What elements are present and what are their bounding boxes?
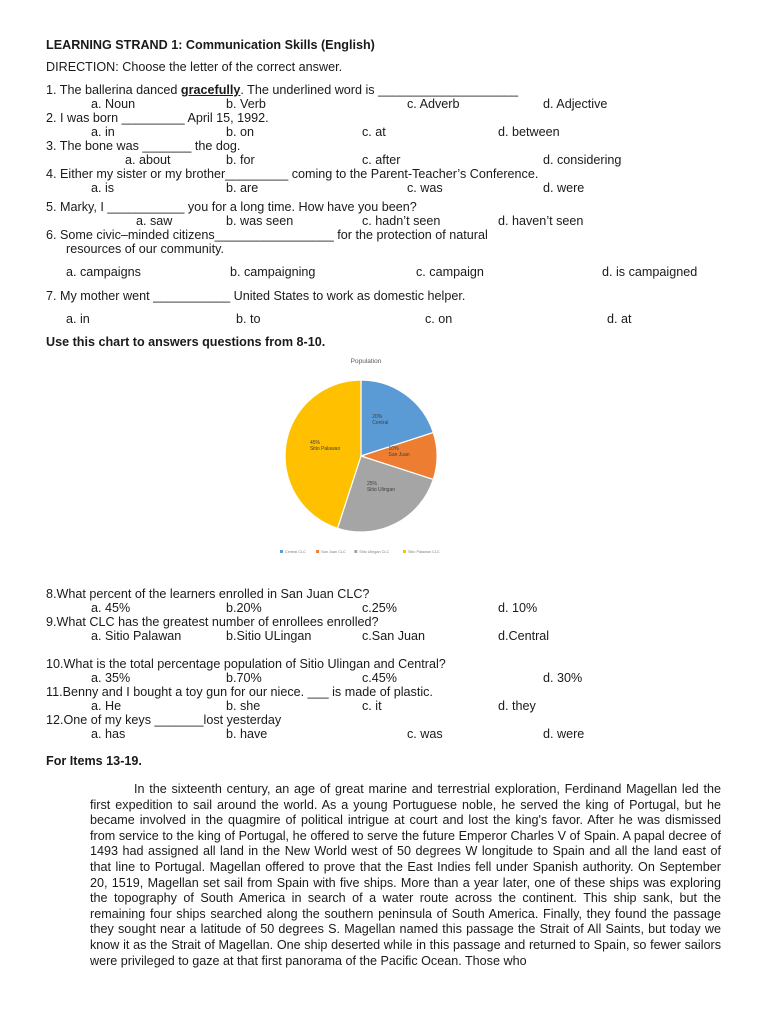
question-7-stem: 7. My mother went ___________ United States to work as domestic helper. <box>46 289 466 303</box>
q10-option-c: c.45% <box>362 671 398 685</box>
question-1-stem: 1. The ballerina danced gracefully. The underlined word is ____________________ <box>46 83 519 97</box>
legend-swatch <box>403 550 406 553</box>
question-12-stem: 12.One of my keys _______lost yesterday <box>46 713 282 727</box>
q11-option-b: b. she <box>226 699 261 713</box>
slice-percent-label: 20% <box>372 414 383 421</box>
q12-option-c: c. was <box>407 727 443 741</box>
direction-text: DIRECTION: Choose the letter of the correct answer. <box>46 60 343 74</box>
q6-option-d: d. is campaigned <box>602 265 698 279</box>
q6-option-a: a. campaigns <box>66 265 141 279</box>
question-8-stem: 8.What percent of the learners enrolled in San Juan CLC? <box>46 587 370 601</box>
q8-option-c: c.25% <box>362 601 398 615</box>
q1-option-a: a. Noun <box>91 97 136 111</box>
q11-option-d: d. they <box>498 699 536 713</box>
q11-option-c: c. it <box>362 699 382 713</box>
legend-entry: Sitio Palawan CLC <box>408 550 440 554</box>
q4-option-c: c. was <box>407 181 443 195</box>
q9-option-d: d.Central <box>498 629 550 643</box>
question-2-stem: 2. I was born _________ April 15, 1992. <box>46 111 269 125</box>
legend-entry: San Juan CLC <box>321 550 346 554</box>
q6-option-b: b. campaigning <box>230 265 316 279</box>
slice-name-label: Sitio Ulingan <box>366 487 396 494</box>
legend-swatch <box>316 550 319 553</box>
pie-chart-svg <box>244 352 488 562</box>
legend-swatch <box>280 550 283 553</box>
question-9-stem: 9.What CLC has the greatest number of enrollees enrolled? <box>46 615 379 629</box>
q12-option-d: d. were <box>543 727 585 741</box>
q5-option-b: b. was seen <box>226 214 294 228</box>
q4-option-b: b. are <box>226 181 259 195</box>
q1-option-d: d. Adjective <box>543 97 608 111</box>
question-6-stem-cont: resources of our community. <box>66 242 224 256</box>
q7-option-d: d. at <box>607 312 632 326</box>
reading-passage <box>90 782 721 969</box>
slice-percent-label: 45% <box>309 439 320 446</box>
slice-percent-label: 25% <box>366 481 377 488</box>
q2-option-c: c. at <box>362 125 386 139</box>
q11-option-a: a. He <box>91 699 122 713</box>
q4-option-d: d. were <box>543 181 585 195</box>
slice-percent-label: 10% <box>388 446 399 452</box>
items-heading: For Items 13-19. <box>46 754 142 768</box>
q3-option-d: d. considering <box>543 153 622 167</box>
question-6-stem: 6. Some civic–minded citizens_________________ for the protection of natural <box>46 228 488 242</box>
chart-title: Population <box>350 358 382 365</box>
q2-option-b: b. on <box>226 125 255 139</box>
q8-option-a: a. 45% <box>91 601 131 615</box>
q4-option-a: a. is <box>91 181 115 195</box>
q1-option-c: c. Adverb <box>407 97 460 111</box>
q7-option-c: c. on <box>425 312 453 326</box>
q2-option-d: d. between <box>498 125 560 139</box>
q10-option-a: a. 35% <box>91 671 131 685</box>
q8-option-d: d. 10% <box>498 601 538 615</box>
question-10-stem: 10.What is the total percentage population of Sitio Ulingan and Central? <box>46 657 446 671</box>
q5-option-d: d. haven’t seen <box>498 214 584 228</box>
q5-option-a: a. saw <box>136 214 173 228</box>
page-title: LEARNING STRAND 1: Communication Skills (English) <box>46 38 375 52</box>
q8-option-b: b.20% <box>226 601 262 615</box>
q3-option-b: b. for <box>226 153 255 167</box>
legend-entry: Sitio Ulingan CLC <box>359 550 390 554</box>
slice-name-label: Central <box>372 420 389 427</box>
q9-option-b: b.Sitio ULingan <box>226 629 312 643</box>
q9-option-c: c.San Juan <box>362 629 426 643</box>
q7-option-b: b. to <box>236 312 261 326</box>
legend-swatch <box>354 550 357 553</box>
q9-option-a: a. Sitio Palawan <box>91 629 182 643</box>
slice-name-label: Sitio Palawan <box>309 445 341 452</box>
legend-entry: Central CLC <box>285 550 306 554</box>
q7-option-a: a. in <box>66 312 90 326</box>
question-11-stem: 11.Benny and I bought a toy gun for our niece. ___ is made of plastic. <box>46 685 433 699</box>
q2-option-a: a. in <box>91 125 115 139</box>
q10-option-b: b.70% <box>226 671 262 685</box>
pie-chart <box>244 352 488 562</box>
q3-option-c: c. after <box>362 153 401 167</box>
slice-name-label: San Juan <box>388 452 410 458</box>
question-5-stem: 5. Marky, I ___________ you for a long time. How have you been? <box>46 200 417 214</box>
q6-option-c: c. campaign <box>416 265 484 279</box>
q10-option-d: d. 30% <box>543 671 583 685</box>
q12-option-b: b. have <box>226 727 268 741</box>
q3-option-a: a. about <box>125 153 171 167</box>
underlined-word: gracefully <box>180 83 241 97</box>
q5-option-c: c. hadn’t seen <box>362 214 441 228</box>
q12-option-a: a. has <box>91 727 126 741</box>
chart-heading: Use this chart to answers questions from 8-10. <box>46 335 326 349</box>
question-3-stem: 3. The bone was _______ the dog. <box>46 139 241 153</box>
question-4-stem: 4. Either my sister or my brother_________ coming to the Parent-Teacher’s Conference. <box>46 167 539 181</box>
q1-option-b: b. Verb <box>226 97 266 111</box>
passage-text: In the sixteenth century, an age of great marine and terrestrial exploration, Ferdinand Magellan led the first expedition to sail around the world. As a young Portuguese noble, he served the king of Portugal, but he became involved in the quagmire of political intrigue at court and lost the king's favor. After he was dismissed from service to the king of Portugal, he offered to serve the future Emperor Charles V of Spain. A papal decree of 1493 had assigned all land in the New World west of 50 degrees W longitude to Spain and all the land east of that line to Portugal. Magellan offered to prove that the East Indies fell under Spanish authority. On September 20, 1519, Magellan set sail from Spain with five ships. More than a year later, one of these ships was exploring the topography of South America in search of a water route across the continent. This ship sank, but the remaining four ships searched along the southern peninsula of South America. Finally, they found the passage they sought near a latitude of 50 degrees S. Magellan named this passage the Strait of All Saints, but today we know it as the Strait of Magellan. One ship deserted while in this passage and returned to Spain, so fewer sailors were privileged to gaze at that first panorama of the Pacific Ocean. Those who <box>90 782 721 968</box>
